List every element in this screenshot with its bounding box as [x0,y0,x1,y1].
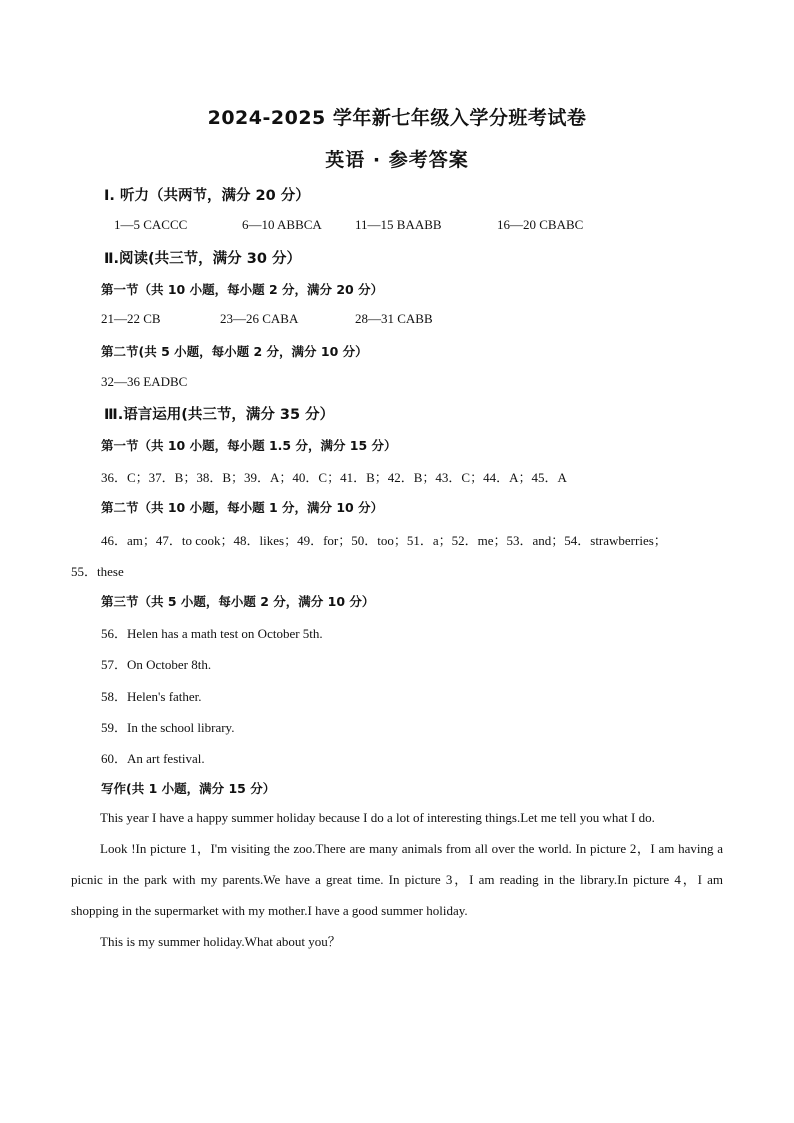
writing-paragraph-2: Look !In picture 1，I'm visiting the zoo.There are many animals from all over the world. In picture 2，I am having a picnic in the park with my parents.We have a great time. In picture 3，I am reading in the library.In picture 4，I am shopping in the supermarket with my mother.I have a good summer holiday. [71,841,723,918]
reading-heading: Ⅱ.阅读(共三节，满分 30 分） [104,251,301,267]
listening-answer-2: 6—10 ABBCA [242,217,322,232]
language-part2-answers-line1: 46．am；47．to cook；48．likes；49．for；50．too；51．a；52．me；53．and；54．strawberries； [101,533,667,548]
language-part2-heading: 第二节（共 10 小题，每小题 1 分，满分 10 分） [101,500,384,515]
writing-paragraph-1: This year I have a happy summer holiday because I do a lot of interesting things.Let me tell you what I do. [100,810,655,825]
language-part3-heading: 第三节（共 5 小题，每小题 2 分，满分 10 分） [101,594,375,609]
language-part3-answer-59: 59．In the school library. [101,720,235,735]
language-part1-answers: 36．C；37．B；38．B；39．A；40．C；41．B；42．B；43．C；44．A；45．A [101,470,567,485]
writing-paragraph-3: This is my summer holiday.What about you？ [100,934,341,949]
listening-answer-4: 16—20 CBABC [497,217,584,232]
writing-heading: 写作(共 1 小题，满分 15 分） [101,781,276,796]
reading-part2-heading: 第二节(共 5 小题，每小题 2 分，满分 10 分） [101,344,368,359]
page-title: 2024-2025 学年新七年级入学分班考试卷 [207,107,587,129]
language-part3-answer-58: 58．Helen's father. [101,689,202,704]
listening-heading: Ⅰ. 听力（共两节，满分 20 分） [104,188,310,204]
language-part2-answers-line2: 55．these [71,564,124,579]
page-subtitle: 英语 · 参考答案 [325,149,469,171]
listening-answer-3: 11—15 BAABB [355,217,442,232]
language-part3-answer-60: 60．An art festival. [101,751,205,766]
reading-part2-answers: 32—36 EADBC [101,374,188,389]
reading-part1-heading: 第一节（共 10 小题，每小题 2 分，满分 20 分） [101,282,384,297]
language-heading: Ⅲ.语言运用(共三节，满分 35 分） [104,407,335,423]
reading-part1-answer-2: 23—26 CABA [220,311,299,326]
language-part3-answer-57: 57．On October 8th. [101,657,212,672]
language-part1-heading: 第一节（共 10 小题，每小题 1.5 分，满分 15 分） [101,438,397,453]
reading-part1-answer-1: 21—22 CB [101,311,161,326]
reading-part1-answer-3: 28—31 CABB [355,311,433,326]
listening-answer-1: 1—5 CACCC [114,217,188,232]
language-part3-answer-56: 56．Helen has a math test on October 5th. [101,626,323,641]
